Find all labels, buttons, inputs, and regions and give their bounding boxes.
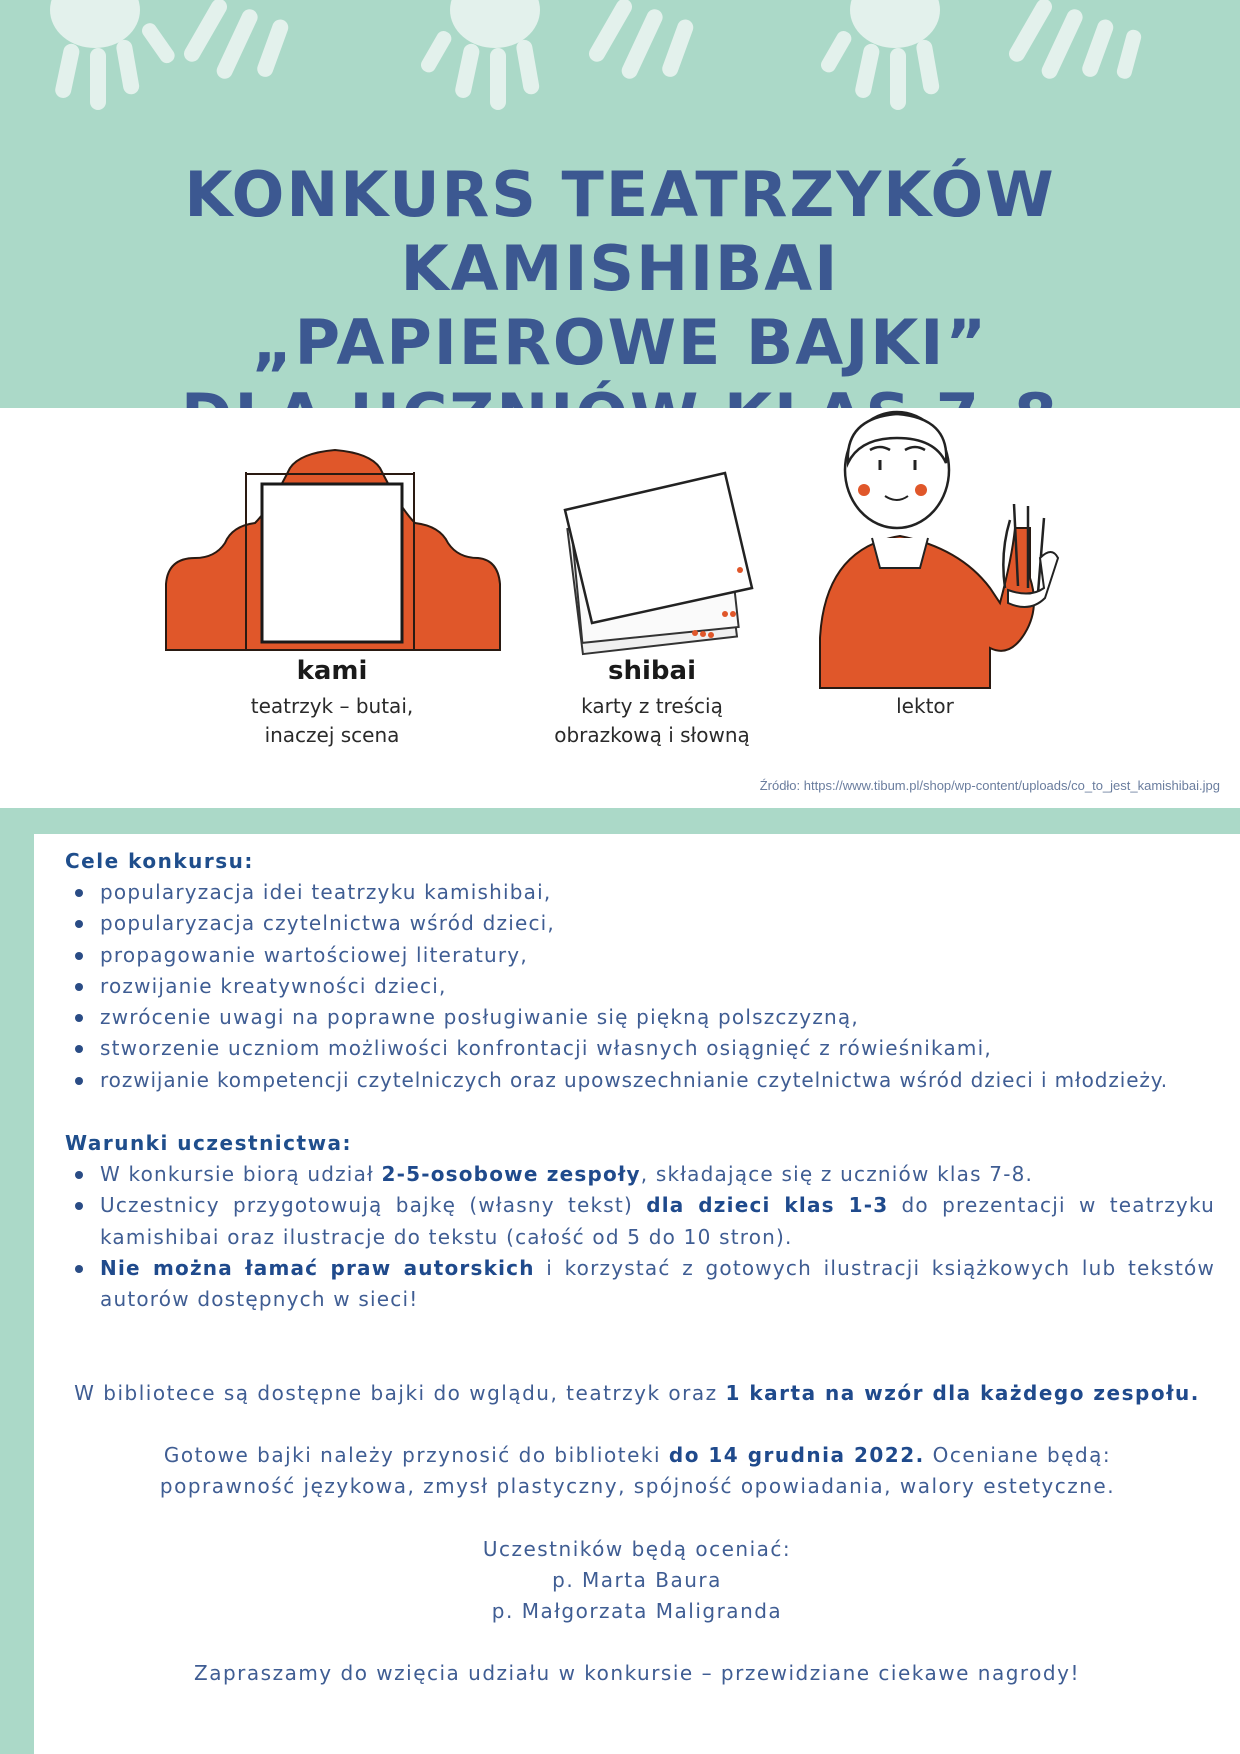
bullet-icon bbox=[75, 1202, 83, 1210]
caption-desc-lektor: lektor bbox=[896, 694, 954, 718]
list-item: stworzenie uczniom możliwości konfrontacji własnych osiągnięć z rówieśnikami, bbox=[65, 1033, 1215, 1064]
list-item: Nie można łamać praw autorskich i korzystać z gotowych ilustracji książkowych lub tekstów autorów dostępnych w sieci! bbox=[65, 1253, 1215, 1316]
deadline-info: Gotowe bajki należy przynosić do biblioteki do 14 grudnia 2022. Oceniane będą: poprawność językowa, zmysł plastyczny, spójność opowiadania, walory estetyczne. bbox=[159, 1443, 1116, 1498]
goals-list bbox=[65, 877, 1215, 1096]
handprint-icon bbox=[586, 0, 695, 81]
bullet-icon bbox=[75, 1014, 83, 1022]
goals-section bbox=[65, 846, 1215, 1096]
caption-term-kami: kami bbox=[296, 656, 368, 686]
handprint-icon bbox=[1006, 0, 1143, 81]
frame-top-stripe bbox=[0, 808, 1240, 834]
caption-desc-shibai: karty z treścią obrazkową i słowną bbox=[554, 694, 750, 747]
bullet-icon bbox=[75, 1045, 83, 1053]
bullet-icon bbox=[75, 1265, 83, 1273]
bullet-icon bbox=[75, 1171, 83, 1179]
handprints-decoration bbox=[0, 0, 1240, 160]
bullet-icon bbox=[75, 920, 83, 928]
conditions-heading: Warunki uczestnictwa: bbox=[65, 1131, 353, 1155]
bullet-icon bbox=[75, 1077, 83, 1085]
header-banner bbox=[0, 0, 1240, 408]
bullet-icon bbox=[75, 983, 83, 991]
handprint-icon bbox=[818, 0, 940, 110]
judges-heading: Uczestników będą oceniać: bbox=[482, 1537, 792, 1561]
caption-term-shibai: shibai bbox=[608, 656, 696, 686]
invitation: Zapraszamy do wzięcia udziału w konkursie – przewidziane ciekawe nagrody! bbox=[194, 1661, 1080, 1685]
list-item: propagowanie wartościowej literatury, bbox=[65, 940, 1215, 971]
cards-icon bbox=[564, 473, 752, 658]
judge-name: p. Małgorzata Maligranda bbox=[491, 1599, 783, 1623]
caption-desc-kami: teatrzyk – butai, inaczej scena bbox=[250, 694, 414, 747]
list-item: rozwijanie kompetencji czytelniczych oraz upowszechnianie czytelnictwa wśród dzieci i młodzieży. bbox=[65, 1065, 1215, 1096]
goals-heading: Cele konkursu: bbox=[65, 849, 254, 873]
bullet-icon bbox=[75, 889, 83, 897]
judges-info bbox=[34, 1534, 1240, 1627]
list-item: zwrócenie uwagi na poprawne posługiwanie się piękną polszczyzną, bbox=[65, 1002, 1215, 1033]
frame-left-stripe bbox=[0, 808, 34, 1754]
handprint-icon bbox=[50, 0, 177, 110]
list-item: popularyzacja idei teatrzyku kamishibai, bbox=[65, 877, 1215, 908]
conditions-list bbox=[65, 1159, 1215, 1315]
handprint-icon bbox=[181, 0, 290, 81]
image-source: Źródło: https://www.tibum.pl/shop/wp-content/uploads/co_to_jest_kamishibai.jpg bbox=[759, 778, 1220, 793]
list-item: W konkursie biorą udział 2-5-osobowe zespoły, składające się z uczniów klas 7-8. bbox=[65, 1159, 1215, 1190]
bullet-icon bbox=[75, 952, 83, 960]
kamishibai-illustration bbox=[0, 408, 1240, 808]
stage-icon bbox=[166, 450, 500, 650]
list-item: popularyzacja czytelnictwa wśród dzieci, bbox=[65, 908, 1215, 939]
list-item: rozwijanie kreatywności dzieci, bbox=[65, 971, 1215, 1002]
judge-name: p. Marta Baura bbox=[552, 1568, 722, 1592]
handprint-icon bbox=[418, 0, 540, 110]
narrator-icon bbox=[820, 412, 1058, 688]
title-line-2: „PAPIEROWE BAJKI” bbox=[251, 306, 989, 379]
title-line-1: KONKURS TEATRZYKÓW KAMISHIBAI bbox=[184, 158, 1056, 305]
conditions-section bbox=[65, 1128, 1215, 1315]
list-item: Uczestnicy przygotowują bajkę (własny tekst) dla dzieci klas 1-3 do prezentacji w teatrzyku kamishibai oraz ilustracje do tekstu (całość od 5 do 10 stron). bbox=[65, 1190, 1215, 1253]
library-info: W bibliotece są dostępne bajki do wglądu, teatrzyk oraz 1 karta na wzór dla każdego zespołu. bbox=[74, 1381, 1200, 1405]
